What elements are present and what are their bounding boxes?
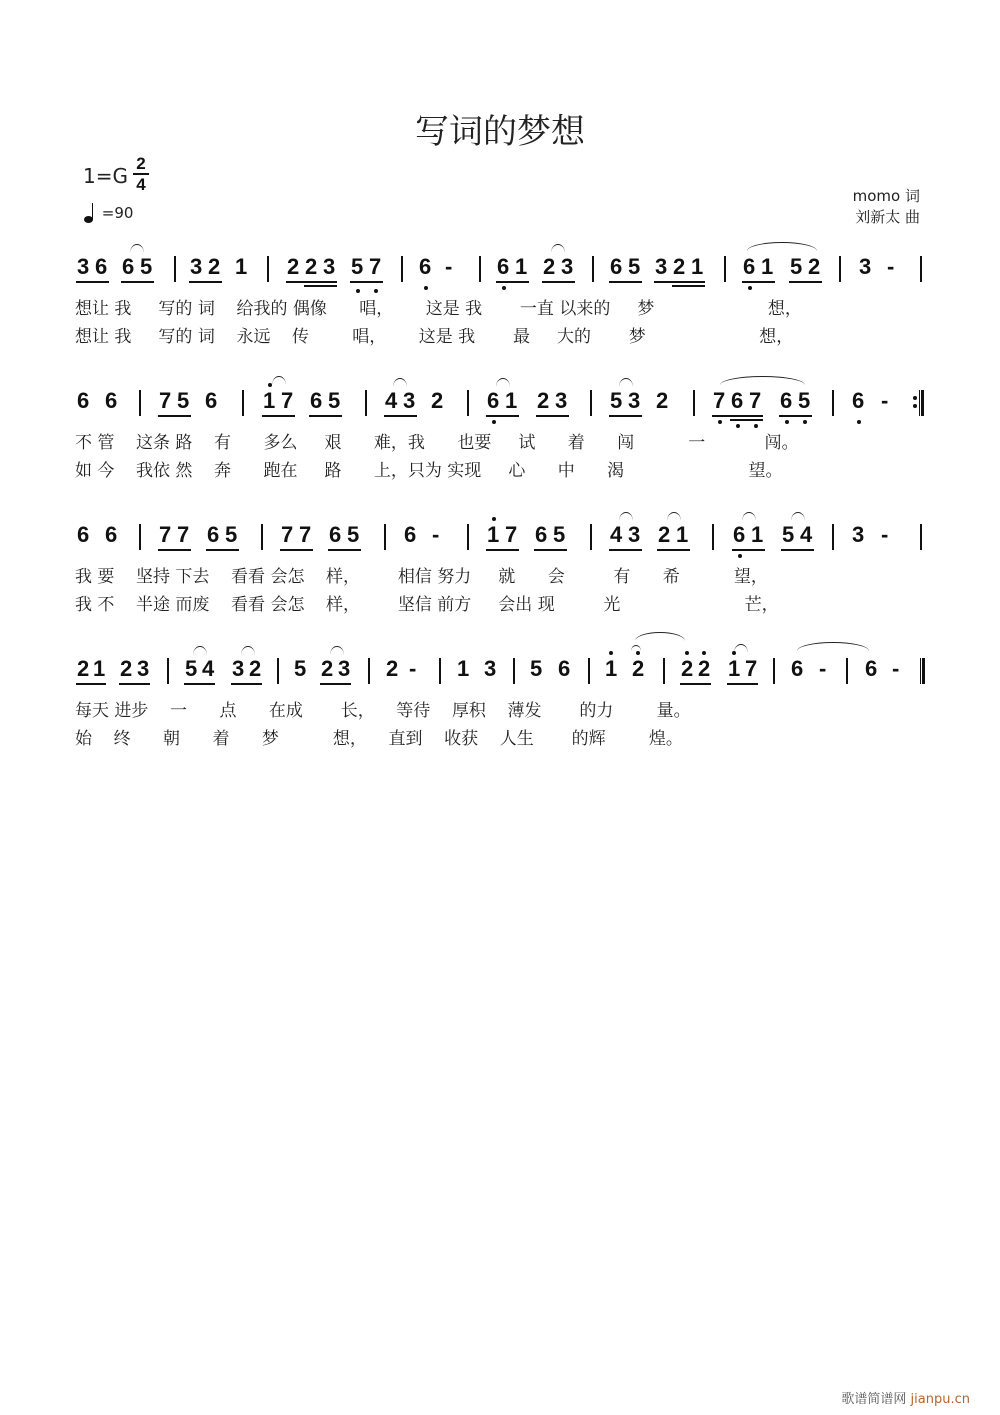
note: 3 — [561, 254, 574, 279]
note: 6 — [404, 522, 417, 547]
barline — [724, 256, 726, 282]
note: 2 — [431, 388, 444, 413]
dash-hold: - — [881, 522, 889, 547]
note: 3 — [137, 656, 150, 681]
beam-underline — [534, 549, 567, 551]
beam-underline — [654, 281, 705, 283]
note: 5 — [328, 388, 341, 413]
lyric-verse-1: 想让 我 写的 词 给我的 偶像 唱， 这是 我 一直 以来的 梦 想， — [75, 299, 802, 319]
note: 3 — [628, 522, 641, 547]
note: 2 — [321, 656, 334, 681]
note: 6 — [743, 254, 756, 279]
note: 5 — [790, 254, 803, 279]
note: 5 — [294, 656, 307, 681]
octave-dot — [913, 404, 917, 408]
beam-underline — [231, 683, 262, 685]
dash-hold: - — [409, 656, 417, 681]
barline — [174, 256, 176, 282]
beam-underline — [730, 419, 763, 421]
note: 6 — [497, 254, 510, 279]
time-signature-bottom: 4 — [133, 173, 149, 194]
beam-underline — [781, 549, 814, 551]
beam-underline — [304, 285, 337, 287]
octave-dot — [718, 420, 722, 424]
slur-arc — [619, 512, 633, 521]
barline — [590, 524, 592, 550]
note: 6 — [95, 254, 108, 279]
note: 6 — [105, 522, 118, 547]
note: 6 — [558, 656, 571, 681]
note: 1 — [751, 522, 764, 547]
note: 2 — [208, 254, 221, 279]
note: 7 — [369, 254, 382, 279]
note: 3 — [77, 254, 90, 279]
note: 6 — [610, 254, 623, 279]
note: 4 — [202, 656, 215, 681]
octave-dot — [492, 517, 496, 521]
note: 5 — [177, 388, 190, 413]
octave-dot — [609, 651, 613, 655]
barline — [846, 658, 848, 684]
note: 7 — [505, 522, 518, 547]
note: 2 — [249, 656, 262, 681]
beam-underline — [158, 549, 191, 551]
slur-arc — [797, 642, 869, 651]
beam-underline — [309, 415, 342, 417]
note: 3 — [338, 656, 351, 681]
note: 5 — [782, 522, 795, 547]
slur-arc — [720, 376, 805, 385]
lyric-verse-1: 我 要 坚持 下去 看看 会怎 样， 相信 努力 就 会 有 希 望， — [75, 567, 768, 587]
note: 6 — [105, 388, 118, 413]
note: 7 — [749, 388, 762, 413]
octave-dot — [748, 286, 752, 290]
note: 6 — [205, 388, 218, 413]
beam-underline — [779, 415, 812, 417]
octave-dot — [424, 286, 428, 290]
time-signature-top: 2 — [136, 154, 146, 173]
beam-underline — [328, 549, 361, 551]
note: 2 — [698, 656, 711, 681]
beam-underline — [789, 281, 822, 283]
dash-hold: - — [445, 254, 453, 279]
note: 5 — [185, 656, 198, 681]
beam-underline — [727, 683, 758, 685]
note: 7 — [713, 388, 726, 413]
note: 3 — [232, 656, 245, 681]
note: 3 — [323, 254, 336, 279]
octave-dot — [785, 420, 789, 424]
note: 6 — [780, 388, 793, 413]
note: 3 — [655, 254, 668, 279]
note: 7 — [299, 522, 312, 547]
barline — [401, 256, 403, 282]
beam-underline — [286, 281, 337, 283]
lyric-verse-1: 每天 进步 一 点 在成 长， 等待 厚积 薄发 的力 量。 — [75, 701, 691, 721]
note: 5 — [225, 522, 238, 547]
barline — [384, 524, 386, 550]
octave-dot — [492, 420, 496, 424]
barline — [139, 524, 141, 550]
beam-underline — [189, 281, 222, 283]
barline — [479, 256, 481, 282]
note: 5 — [798, 388, 811, 413]
note: 5 — [140, 254, 153, 279]
watermark-site: jianpu.cn — [910, 1392, 970, 1407]
barline — [920, 256, 922, 282]
slur-arc — [631, 645, 641, 651]
notation-row — [75, 386, 935, 422]
barline — [365, 390, 367, 416]
note: 3 — [852, 522, 865, 547]
watermark — [841, 1388, 970, 1407]
note: 1 — [487, 522, 500, 547]
note: 7 — [159, 522, 172, 547]
barline — [663, 658, 665, 684]
beam-underline — [609, 415, 642, 417]
note: 5 — [628, 254, 641, 279]
key-signature: 1=G — [83, 164, 128, 188]
note: 2 — [656, 388, 669, 413]
note: 3 — [403, 388, 416, 413]
beam-underline — [609, 281, 642, 283]
note: 3 — [555, 388, 568, 413]
note: 6 — [731, 388, 744, 413]
barline — [467, 524, 469, 550]
note: 7 — [745, 656, 758, 681]
slur-arc — [496, 378, 510, 387]
octave-dot — [857, 420, 861, 424]
note: 6 — [122, 254, 135, 279]
note: 3 — [859, 254, 872, 279]
tempo-marking — [84, 204, 133, 222]
barline — [590, 390, 592, 416]
barline — [513, 658, 515, 684]
beam-underline — [384, 415, 417, 417]
dash-hold: - — [819, 656, 827, 681]
note: 7 — [159, 388, 172, 413]
quarter-note-icon — [84, 216, 93, 223]
notation-row — [75, 654, 935, 690]
note: 6 — [791, 656, 804, 681]
note: 5 — [351, 254, 364, 279]
beam-underline — [680, 683, 711, 685]
lyric-verse-2: 始 终 朝 着 梦 想， 直到 收获 人生 的辉 煌。 — [75, 729, 683, 749]
beam-underline — [158, 415, 191, 417]
dash-hold: - — [892, 656, 900, 681]
beam-underline — [609, 549, 642, 551]
barline — [920, 524, 922, 550]
note: 6 — [865, 656, 878, 681]
note: 1 — [676, 522, 689, 547]
slur-arc — [635, 632, 685, 641]
time-signature — [133, 154, 149, 194]
credits — [853, 186, 920, 228]
beam-underline — [742, 281, 775, 283]
dash-hold: - — [432, 522, 440, 547]
octave-dot — [636, 651, 640, 655]
note: 5 — [530, 656, 543, 681]
beam-underline — [320, 683, 351, 685]
beam-underline — [536, 415, 569, 417]
note: 6 — [487, 388, 500, 413]
note: 2 — [808, 254, 821, 279]
note: 6 — [207, 522, 220, 547]
note: 2 — [287, 254, 300, 279]
barline — [832, 390, 834, 416]
barline — [368, 658, 370, 684]
beam-underline — [262, 415, 295, 417]
barline — [467, 390, 469, 416]
note: 2 — [543, 254, 556, 279]
lyric-verse-2: 我 不 半途 而废 看看 会怎 样， 坚信 前方 会出 现 光 芒， — [75, 595, 779, 615]
note: 1 — [691, 254, 704, 279]
note: 1 — [457, 656, 470, 681]
slur-arc — [241, 646, 255, 655]
note: 5 — [553, 522, 566, 547]
notation-row — [75, 252, 935, 288]
note: 3 — [484, 656, 497, 681]
beam-underline — [76, 683, 106, 685]
dash-hold: - — [887, 254, 895, 279]
barline — [773, 658, 775, 684]
octave-dot — [702, 651, 706, 655]
lyricist: momo 词 — [852, 187, 920, 205]
beam-underline — [184, 683, 215, 685]
note: 1 — [235, 254, 248, 279]
note: 6 — [535, 522, 548, 547]
lyric-verse-2: 如 今 我依 然 奔 跑在 路 上，只为 实现 心 中 渴 望。 — [75, 461, 783, 481]
note: 2 — [537, 388, 550, 413]
note: 3 — [190, 254, 203, 279]
note: 1 — [263, 388, 276, 413]
slur-arc — [619, 378, 633, 387]
beam-underline — [542, 281, 575, 283]
note: 4 — [610, 522, 623, 547]
beam-underline — [76, 281, 109, 283]
beam-underline — [350, 281, 383, 283]
slur-arc — [734, 644, 748, 653]
note: 6 — [419, 254, 432, 279]
beam-underline — [657, 549, 690, 551]
watermark-cn: 歌谱简谱网 — [841, 1392, 907, 1407]
barline — [588, 658, 590, 684]
beam-underline — [712, 415, 763, 417]
slur-arc — [747, 242, 817, 251]
note: 2 — [681, 656, 694, 681]
note: 6 — [77, 522, 90, 547]
beam-underline — [486, 549, 519, 551]
slur-arc — [551, 244, 565, 253]
beam-underline — [119, 683, 150, 685]
barline — [139, 390, 141, 416]
barline — [242, 390, 244, 416]
barline — [261, 524, 263, 550]
note: 2 — [77, 656, 90, 681]
note: 2 — [305, 254, 318, 279]
barline — [832, 524, 834, 550]
octave-dot — [374, 289, 378, 293]
beam-underline — [496, 281, 529, 283]
note: 1 — [515, 254, 528, 279]
note: 2 — [386, 656, 399, 681]
note: 7 — [281, 388, 294, 413]
barline — [267, 256, 269, 282]
slur-arc — [272, 376, 286, 385]
barline — [439, 658, 441, 684]
barline — [839, 256, 841, 282]
dash-hold: - — [881, 388, 889, 413]
slur-arc — [667, 512, 681, 521]
note: 3 — [628, 388, 641, 413]
note: 1 — [505, 388, 518, 413]
octave-dot — [356, 289, 360, 293]
slur-arc — [791, 512, 805, 521]
lyric-verse-2: 想让 我 写的 词 永远 传 唱， 这是 我 最 大的 梦 想， — [75, 327, 794, 347]
note: 5 — [610, 388, 623, 413]
slur-arc — [193, 646, 207, 655]
note: 2 — [632, 656, 645, 681]
note: 6 — [733, 522, 746, 547]
song-title: 写词的梦想 — [415, 112, 585, 152]
note: 1 — [93, 656, 106, 681]
note: 6 — [852, 388, 865, 413]
octave-dot — [913, 396, 917, 400]
notation-row — [75, 520, 935, 556]
note: 1 — [761, 254, 774, 279]
barline — [919, 390, 924, 416]
note: 6 — [77, 388, 90, 413]
slur-arc — [742, 512, 756, 521]
note: 4 — [800, 522, 813, 547]
note: 4 — [385, 388, 398, 413]
note: 1 — [605, 656, 618, 681]
note: 2 — [120, 656, 133, 681]
barline — [693, 390, 695, 416]
note: 7 — [177, 522, 190, 547]
beam-underline — [280, 549, 313, 551]
barline — [167, 658, 169, 684]
note: 2 — [673, 254, 686, 279]
beam-underline — [486, 415, 519, 417]
tempo-value: =90 — [101, 204, 134, 222]
note: 6 — [329, 522, 342, 547]
beam-underline — [672, 285, 705, 287]
octave-dot — [685, 651, 689, 655]
note: 7 — [281, 522, 294, 547]
composer: 刘新太 曲 — [855, 208, 920, 226]
slur-arc — [393, 378, 407, 387]
lyric-verse-1: 不 管 这条 路 有 多么 艰 难，我 也要 试 着 闯 一 闯。 — [75, 433, 799, 453]
slur-arc — [330, 646, 344, 655]
note: 2 — [658, 522, 671, 547]
note: 5 — [347, 522, 360, 547]
barline — [920, 658, 925, 684]
beam-underline — [206, 549, 239, 551]
note: 6 — [310, 388, 323, 413]
octave-dot — [803, 420, 807, 424]
octave-dot — [502, 286, 506, 290]
note: 1 — [728, 656, 741, 681]
barline — [712, 524, 714, 550]
octave-dot — [738, 554, 742, 558]
barline — [592, 256, 594, 282]
slur-arc — [130, 244, 144, 253]
beam-underline — [121, 281, 154, 283]
barline — [277, 658, 279, 684]
beam-underline — [732, 549, 765, 551]
